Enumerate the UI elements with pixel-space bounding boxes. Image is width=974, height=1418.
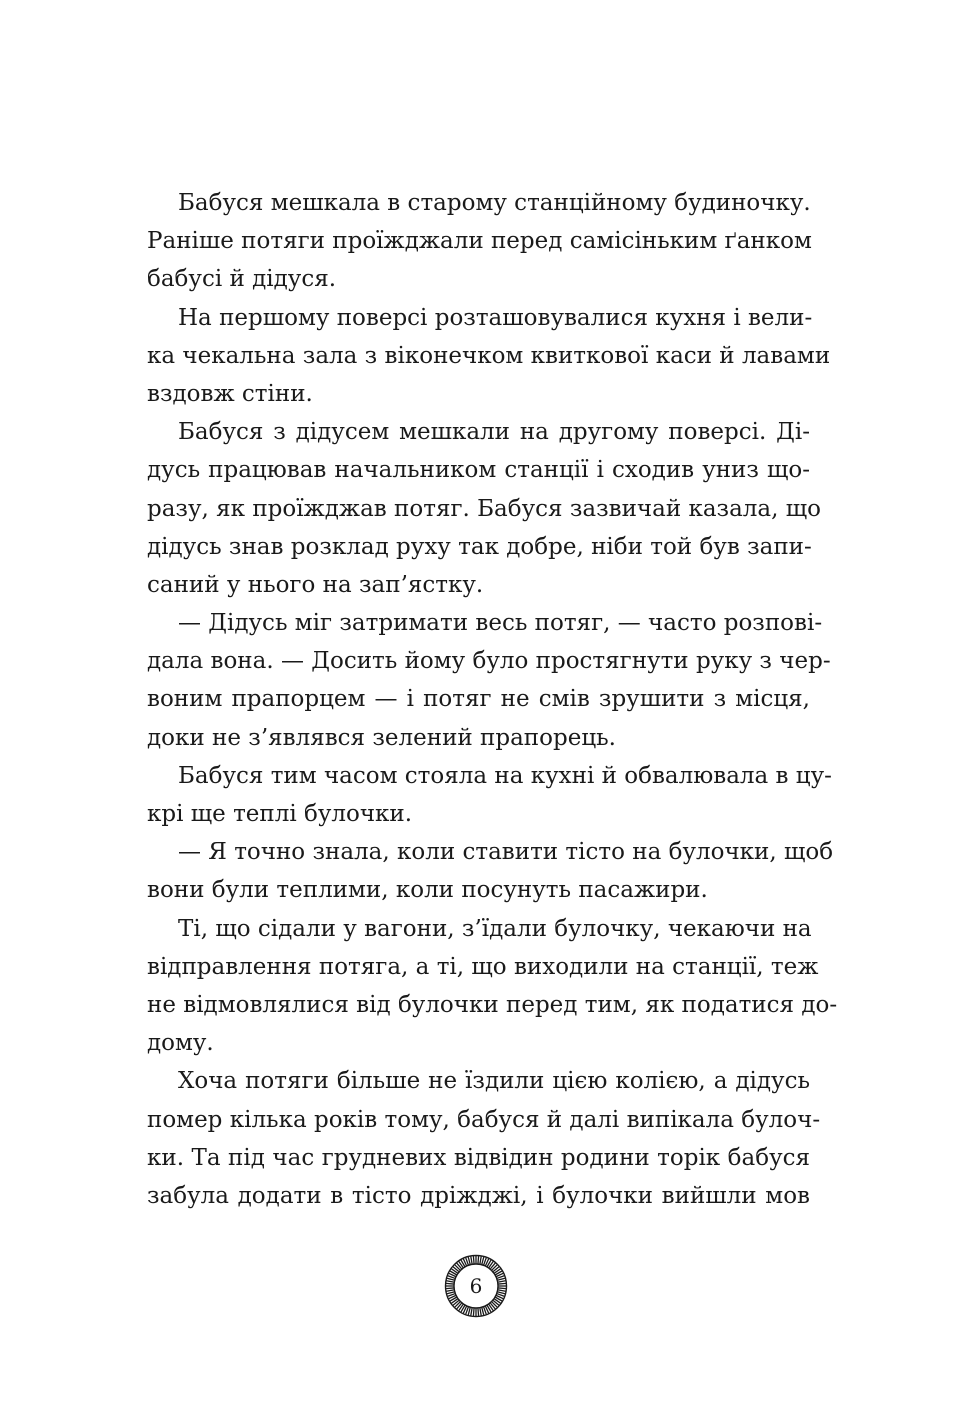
text-line: ка чекальна зала з віконечком квиткової каси й лавами [147, 342, 831, 369]
text-line: бабусі й дідуся. [147, 266, 337, 293]
body-text [147, 184, 838, 1215]
text-line: Бабуся з дідусем мешкали на другому поверсі. Ді- [178, 419, 810, 446]
text-line: дому. [147, 1030, 214, 1057]
text-line: дусь працював начальником станції і сходив униз що- [147, 457, 810, 484]
text-line: саний у нього на зап’ястку. [147, 571, 484, 598]
text-line: дала вона. — Досить йому було простягнути руку з чер- [147, 648, 831, 675]
text-line: разу, як проїжджав потяг. Бабуся зазвичай казала, що [147, 495, 821, 522]
page-number: 6 [469, 1274, 483, 1298]
text-line: Раніше потяги проїжджали перед самісіньким ґанком [147, 228, 812, 255]
text-line: вони були теплими, коли посунуть пасажири. [147, 877, 708, 904]
text-line: не відмовлялися від булочки перед тим, як податися до- [147, 991, 838, 1018]
text-line: вздовж стіни. [147, 380, 313, 407]
text-line: На першому поверсі розташовувалися кухня і вели- [178, 304, 813, 331]
text-line: помер кілька років тому, бабуся й далі випікала булоч- [147, 1106, 821, 1133]
text-line: відправлення потяга, а ті, що виходили на станції, теж [147, 953, 819, 980]
text-line: — Дідусь міг затримати весь потяг, — часто розпові- [178, 610, 823, 637]
text-line: забула додати в тісто дріжджі, і булочки вийшли мов [147, 1182, 810, 1209]
text-line: — Я точно знала, коли ставити тісто на булочки, щоб [178, 839, 834, 866]
text-line: Ті, що сідали у вагони, з’їдали булочку, чекаючи на [178, 915, 812, 942]
text-line: воним прапорцем — і потяг не смів зрушити з місця, [147, 686, 810, 713]
text-line: Бабуся мешкала в старому станційному будиночку. [178, 190, 811, 216]
text-line: крі ще теплі булочки. [147, 801, 413, 827]
page-number-badge [443, 1253, 509, 1319]
text-line: Хоча потяги більше не їздили цією колією, а дідусь [178, 1068, 810, 1095]
text-line: дідусь знав розклад руху так добре, ніби той був запи- [147, 533, 812, 560]
text-line: доки не з’являвся зелений прапорець. [147, 724, 616, 751]
text-line: Бабуся тим часом стояла на кухні й обвалювала в цу- [178, 762, 832, 789]
text-line: ки. Та під час грудневих відвідин родини торік бабуся [147, 1144, 810, 1171]
